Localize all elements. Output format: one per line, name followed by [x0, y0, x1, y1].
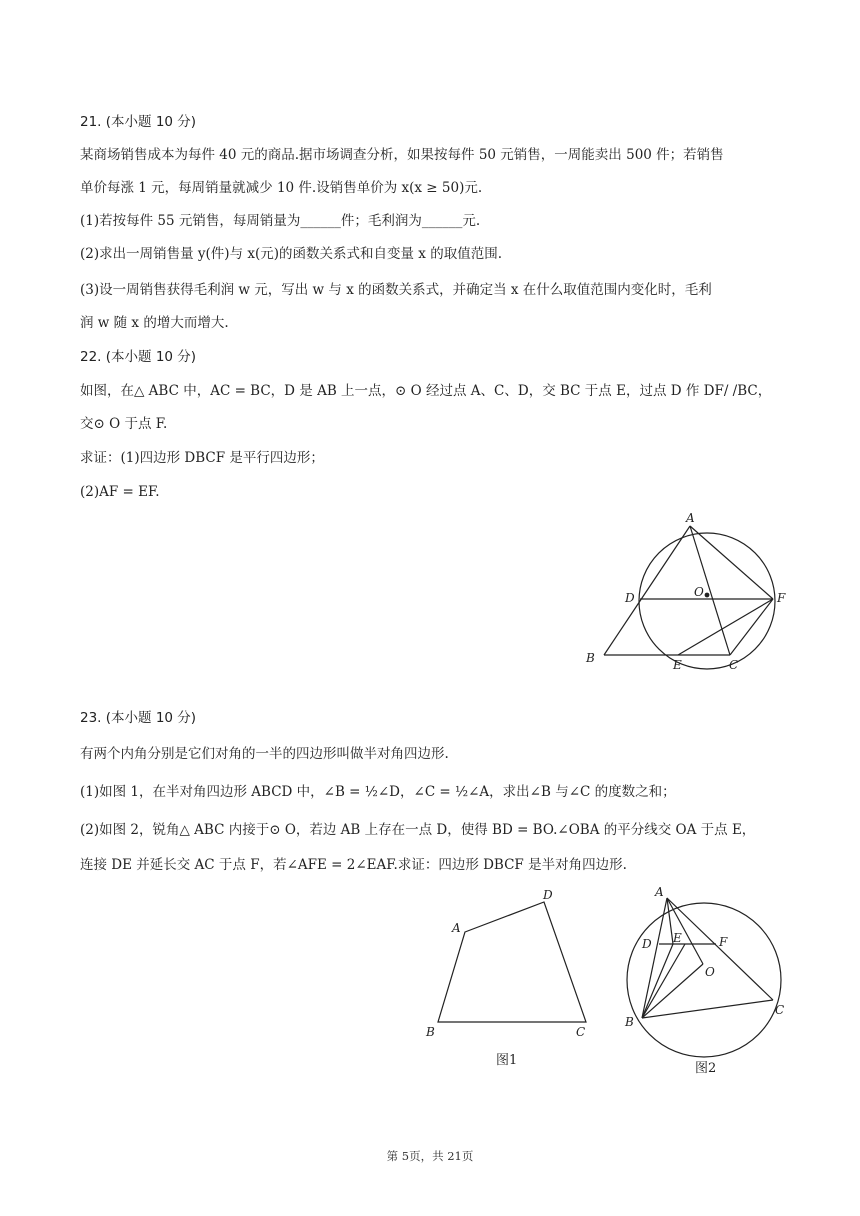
fig1-label-d: D: [543, 888, 553, 902]
fig2-label-c: C: [775, 1003, 785, 1017]
fig1-label-b: B: [426, 1025, 435, 1039]
q23-part-2: (2)如图 2，锐角△ ABC 内接于⊙ O，若边 AB 上存在一点 D，使得 BD = BO.∠OBA 的平分线交 OA 于点 E，: [80, 822, 756, 838]
q21-line-1: 某商场销售成本为每件 40 元的商品.据市场调查分析，如果按每件 50 元销售，一周能卖出 500 件；若销售: [80, 147, 724, 163]
fig1-label-c: C: [576, 1025, 586, 1039]
label-c: C: [729, 658, 739, 672]
q22-line-2: 交⊙ O 于点 F.: [80, 416, 168, 432]
label-b: B: [586, 651, 595, 665]
fig2-label-e: E: [673, 931, 682, 945]
fig1-label-a: A: [452, 921, 461, 935]
q22-line-1: 如图，在△ ABC 中，AC = BC，D 是 AB 上一点，⊙ O 经过点 A、C、D，交 BC 于点 E，过点 D 作 DF/ /BC，: [80, 383, 772, 399]
q23-figure-1: [418, 884, 608, 1074]
q22-heading: 22. (本小题 10 分): [80, 349, 197, 365]
q21-part-3: (3)设一周销售获得毛利润 w 元，写出 w 与 x 的函数关系式，并确定当 x 在什么取值范围内变化时，毛利: [80, 282, 712, 298]
fig2-bc: [642, 1000, 773, 1018]
label-o: O: [694, 585, 704, 599]
label-d: D: [625, 591, 635, 605]
q21-line-2: 单价每涨 1 元，每周销量就减少 10 件.设销售单价为 x(x ≥ 50)元.: [80, 180, 483, 196]
fig2-label-b: B: [625, 1015, 634, 1029]
q21-part-2: (2)求出一周销售量 y(件)与 x(元)的函数关系式和自变量 x 的取值范围.: [80, 246, 502, 262]
label-e: E: [673, 658, 682, 672]
fig1-caption: 图1: [496, 1053, 518, 1068]
fig2-label-d: D: [642, 937, 652, 951]
fig2-label-f: F: [719, 935, 728, 949]
fig2-ab: [642, 898, 667, 1018]
page-footer: 第 5页，共 21页: [386, 1149, 474, 1163]
segment-cf: [730, 599, 773, 655]
fig2-be: [642, 944, 685, 1018]
q23-figure-2: [615, 880, 795, 1080]
fig2-b-inner: [642, 944, 673, 1018]
q23-definition: 有两个内角分别是它们对角的一半的四边形叫做半对角四边形.: [80, 746, 449, 762]
segment-ef: [678, 599, 773, 655]
fig2-label-o: O: [705, 965, 715, 979]
q23-heading: 23. (本小题 10 分): [80, 710, 197, 726]
fig2-caption: 图2: [695, 1061, 717, 1076]
circle-o: [639, 533, 775, 669]
q22-figure: [570, 505, 800, 680]
center-point-o: [705, 593, 710, 598]
q22-proof-2: (2)AF = EF.: [80, 484, 160, 500]
q22-proof-1: 求证：(1)四边形 DBCF 是平行四边形；: [80, 450, 324, 466]
quadrilateral-abcd: [438, 902, 586, 1022]
q21-heading: 21. (本小题 10 分): [80, 114, 197, 130]
fig2-label-a: A: [655, 885, 664, 899]
q23-part-2-cont: 连接 DE 并延长交 AC 于点 F，若∠AFE = 2∠EAF.求证：四边形 DBCF 是半对角四边形.: [80, 857, 627, 873]
fig2-ac: [667, 898, 773, 1000]
q21-part-3-cont: 润 w 随 x 的增大而增大.: [80, 315, 229, 331]
label-f: F: [777, 591, 786, 605]
q21-part-1: (1)若按每件 55 元销售，每周销量为______件；毛利润为______元.: [80, 213, 481, 229]
segment-ab: [604, 526, 690, 655]
label-a: A: [686, 511, 695, 525]
q23-part-1: (1)如图 1，在半对角四边形 ABCD 中，∠B = ½∠D，∠C = ½∠A，求出∠B 与∠C 的度数之和；: [80, 784, 676, 800]
